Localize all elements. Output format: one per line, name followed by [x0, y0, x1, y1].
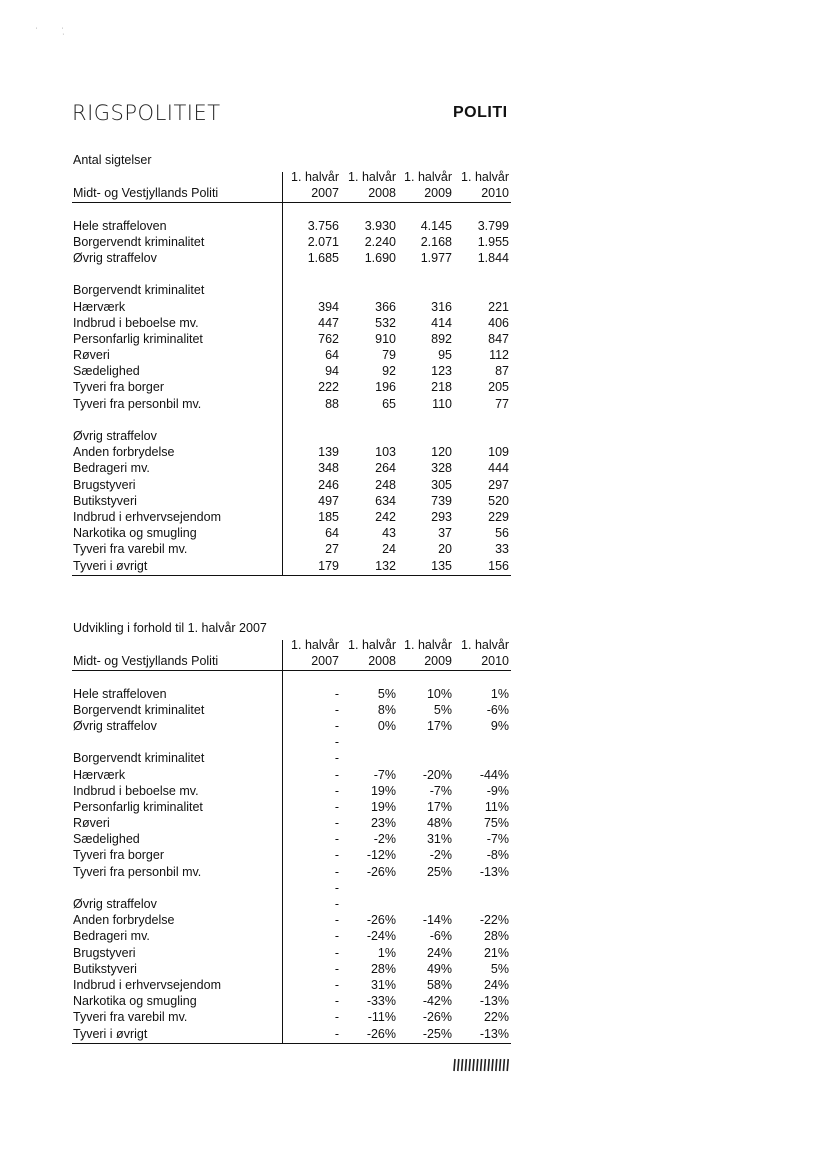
- table1-row-label: Personfarlig kriminalitet: [73, 331, 203, 346]
- table2-cell: -: [334, 767, 339, 782]
- table1-cell: 2.071: [307, 234, 339, 249]
- table1-cell: 56: [495, 526, 509, 541]
- table1-cell: 3.799: [477, 218, 509, 233]
- table1-row: [72, 460, 511, 476]
- table2-row: [72, 815, 511, 831]
- table2-row: [72, 912, 511, 928]
- table1-cell: 20: [438, 542, 452, 557]
- table2-col-header-top-1: 1. halvår: [348, 638, 396, 652]
- table2-cell: -: [334, 816, 339, 831]
- table2-cell: -: [334, 880, 339, 895]
- table2-row: [72, 686, 511, 702]
- table1-row: [72, 331, 511, 347]
- table1-cell: 94: [325, 364, 339, 379]
- table2-cell: -: [334, 961, 339, 976]
- table1-cell: 328: [431, 461, 452, 476]
- table2-row: [72, 767, 511, 783]
- table2-cell: -: [334, 751, 339, 766]
- table1-row-label: Tyveri fra personbil mv.: [73, 396, 202, 411]
- table2-cell: -: [334, 702, 339, 717]
- table2-row: [72, 961, 511, 977]
- table1-cell: 847: [488, 331, 509, 346]
- table1-col-header-year-1: 2008: [368, 186, 396, 201]
- table1-row: [72, 218, 511, 234]
- table1: [72, 169, 511, 574]
- table1-cell: 892: [431, 331, 452, 346]
- table1-cell: 120: [431, 445, 452, 460]
- table1-cell: 43: [382, 526, 396, 541]
- table1-row: [72, 428, 511, 444]
- table2-row: [72, 847, 511, 863]
- table1-row: [72, 234, 511, 250]
- table1-cell: 3.930: [364, 218, 396, 233]
- table2-cell: -42%: [422, 994, 452, 1009]
- table2-cell: 5%: [490, 961, 509, 976]
- table2-cell: 10%: [426, 686, 452, 701]
- table2-col-header-top-3: 1. halvår: [461, 638, 509, 652]
- table1-cell: 88: [325, 396, 339, 411]
- hatch-stroke: [469, 1059, 470, 1071]
- table1-cell: 297: [488, 477, 509, 492]
- table1-row: [72, 477, 511, 493]
- table2-cell: -2%: [429, 848, 452, 863]
- table1-row: [72, 266, 511, 282]
- table2-cell: -: [334, 945, 339, 960]
- table2-cell: -20%: [422, 767, 452, 782]
- table1-row-label: Tyveri i øvrigt: [73, 558, 148, 573]
- table2-cell: -33%: [366, 994, 396, 1009]
- table1-row: [72, 250, 511, 266]
- table1-cell: 447: [318, 315, 339, 330]
- table1-row: [72, 412, 511, 428]
- table2-row-label: Brugstyveri: [73, 945, 136, 960]
- table1-row-label: Borgervendt kriminalitet: [73, 234, 205, 249]
- table2-row: [72, 880, 511, 896]
- table1-cell: 205: [488, 380, 509, 395]
- table1-row: [72, 509, 511, 525]
- table2-cell: -: [334, 994, 339, 1009]
- table2-cell: 19%: [370, 799, 396, 814]
- table2-cell: -13%: [479, 864, 509, 879]
- table1-col-header-top-2: 1. halvår: [404, 170, 452, 184]
- table1-title: Antal sigtelser: [73, 153, 152, 167]
- table2-row-label: Sædelighed: [73, 832, 140, 847]
- table2-cell: -7%: [429, 783, 452, 798]
- table1-cell: 37: [438, 526, 452, 541]
- table2-cell: -2%: [373, 832, 396, 847]
- table2-cell: -26%: [422, 1010, 452, 1025]
- table2-bottom-line: [72, 1043, 511, 1044]
- table1-row-label: Øvrig straffelov: [73, 429, 157, 443]
- table1-cell: 221: [488, 299, 509, 314]
- table2-cell: 19%: [370, 783, 396, 798]
- table2-cell: -6%: [486, 702, 509, 717]
- table2-cell: -: [334, 718, 339, 733]
- table2-cell: -26%: [366, 1026, 396, 1041]
- table1-cell: 95: [438, 348, 452, 363]
- table2-cell: -: [334, 864, 339, 879]
- table1-cell: 33: [495, 542, 509, 557]
- table1-cell: 132: [375, 558, 396, 573]
- table1-cell: 305: [431, 477, 452, 492]
- table1-cell: 196: [375, 380, 396, 395]
- table1-row: [72, 315, 511, 331]
- table1-row: [72, 541, 511, 557]
- table1-cell: 87: [495, 364, 509, 379]
- table2-cell: 0%: [377, 718, 396, 733]
- table2-col-header-top-0: 1. halvår: [291, 638, 339, 652]
- table1-row-label: Indbrud i beboelse mv.: [73, 315, 199, 330]
- table2-cell: -26%: [366, 913, 396, 928]
- table1-cell: 218: [431, 380, 452, 395]
- table2-cell: 25%: [426, 864, 452, 879]
- hatch-stroke: [488, 1059, 489, 1071]
- table1-cell: 532: [375, 315, 396, 330]
- hatch-stroke: [484, 1059, 485, 1071]
- table2-cell: -: [334, 686, 339, 701]
- table2-cell: -7%: [486, 832, 509, 847]
- table2-cell: 5%: [377, 686, 396, 701]
- table2-cell: -: [334, 897, 339, 911]
- table1-row: [72, 525, 511, 541]
- table2-cell: -: [334, 1010, 339, 1025]
- table1-bottom-line: [72, 575, 511, 576]
- table2-row-label: Borgervendt kriminalitet: [73, 751, 205, 766]
- table2-cell: -: [334, 799, 339, 814]
- table2-cell: 1%: [377, 945, 396, 960]
- table2-cell: -22%: [479, 913, 509, 928]
- table1-row-label: Tyveri fra borger: [73, 380, 165, 395]
- table2-row: [72, 734, 511, 750]
- table1-cell: 1.690: [364, 250, 396, 265]
- table1-cell: 2.168: [420, 234, 452, 249]
- hatch-stroke: [500, 1059, 501, 1071]
- table1-cell: 520: [488, 493, 509, 508]
- table2-row-label: Tyveri fra varebil mv.: [73, 1010, 188, 1025]
- table2-cell: -: [334, 783, 339, 798]
- header-rigspolitiet: RIGSPOLITIET: [72, 101, 221, 125]
- table1-cell: 264: [375, 461, 396, 476]
- table1-cell: 110: [432, 396, 452, 411]
- table2-title: Udvikling i forhold til 1. halvår 2007: [73, 621, 267, 635]
- table2-cell: 8%: [377, 702, 396, 717]
- table1-row: [72, 558, 511, 574]
- header-politi-logo: POLITI: [453, 104, 508, 121]
- table1-row-label: Anden forbrydelse: [73, 445, 175, 460]
- table1-col-header-top-3: 1. halvår: [461, 170, 509, 184]
- table2-row-label: Hærværk: [73, 767, 126, 782]
- table1-row-label: Tyveri fra varebil mv.: [73, 542, 188, 557]
- table2-row: [72, 864, 511, 880]
- hatch-stroke: [465, 1059, 466, 1071]
- table1-row-label: Røveri: [73, 348, 110, 363]
- table2-row-label: Personfarlig kriminalitet: [73, 799, 203, 814]
- table2-cell: -11%: [367, 1010, 396, 1025]
- table1-cell: 79: [382, 348, 396, 363]
- table2-cell: -13%: [479, 1026, 509, 1041]
- table2-row: [72, 750, 511, 766]
- table2-cell: -: [334, 848, 339, 863]
- table1-row: [72, 379, 511, 395]
- table1-row-label: Sædelighed: [73, 364, 140, 379]
- hatch-stroke: [473, 1059, 474, 1071]
- table2-cell: -12%: [366, 848, 396, 863]
- table1-cell: 348: [318, 461, 339, 476]
- table1-district: Midt- og Vestjyllands Politi: [73, 186, 219, 201]
- table2-cell: 28%: [483, 929, 509, 944]
- table1-row: [72, 396, 511, 412]
- table1-row-label: Bedrageri mv.: [73, 461, 150, 476]
- table1-cell: 406: [488, 315, 509, 330]
- footer-hatch-mark: [452, 1058, 512, 1072]
- table2-row: [72, 1009, 511, 1025]
- table1-cell: 77: [495, 396, 509, 411]
- table1-spacer: [72, 201, 511, 217]
- table2-district: Midt- og Vestjyllands Politi: [73, 654, 219, 669]
- table2-row: [72, 945, 511, 961]
- table1-col-header-year-2: 2009: [424, 186, 452, 201]
- table1-header-row2: [72, 185, 511, 201]
- table2-row: [72, 977, 511, 993]
- table2-cell: -7%: [373, 767, 396, 782]
- table2-vertical-divider: [282, 640, 283, 1043]
- table1-row-label: Hele straffeloven: [73, 218, 167, 233]
- table2-cell: 17%: [426, 799, 452, 814]
- table2-cell: -: [334, 1026, 339, 1041]
- table1-col-header-top-1: 1. halvår: [348, 170, 396, 184]
- table1-cell: 24: [382, 542, 396, 557]
- table1-cell: 123: [431, 364, 452, 379]
- table2-cell: 58%: [426, 977, 452, 992]
- table1-cell: 3.756: [307, 218, 339, 233]
- table2-row-label: Narkotika og smugling: [73, 994, 197, 1009]
- table1-cell: 762: [318, 331, 339, 346]
- table1-cell: 1.955: [477, 234, 509, 249]
- table2-row-label: Øvrig straffelov: [73, 897, 157, 911]
- table2-cell: -9%: [486, 783, 509, 798]
- hatch-stroke: [507, 1059, 508, 1071]
- table2-cell: -26%: [366, 864, 396, 879]
- table2-cell: 1%: [490, 686, 509, 701]
- hatch-stroke: [496, 1059, 497, 1071]
- table2-header-row2: [72, 653, 511, 669]
- table1-vertical-divider: [282, 172, 283, 575]
- table1-cell: 64: [325, 526, 339, 541]
- table1-cell: 242: [375, 509, 396, 524]
- table1-row-label: Borgervendt kriminalitet: [73, 283, 205, 298]
- table2-row: [72, 783, 511, 799]
- table1-cell: 1.685: [307, 250, 339, 265]
- table1-cell: 910: [375, 331, 396, 346]
- table2-row: [72, 831, 511, 847]
- hatch-stroke: [492, 1059, 493, 1071]
- table2-cell: -8%: [486, 848, 509, 863]
- table2-cell: 28%: [370, 961, 396, 976]
- table2-cell: -13%: [479, 994, 509, 1009]
- table2-cell: -24%: [366, 929, 396, 944]
- table2-row-label: Borgervendt kriminalitet: [73, 702, 205, 717]
- table2-cell: -6%: [429, 929, 452, 944]
- table1-cell: 414: [431, 315, 452, 330]
- hatch-stroke: [481, 1059, 482, 1071]
- hatch-stroke: [458, 1059, 459, 1071]
- table2-row-label: Bedrageri mv.: [73, 929, 150, 944]
- table1-cell: 444: [488, 461, 509, 476]
- table1-col-header-year-3: 2010: [481, 186, 509, 201]
- table2-cell: 11%: [484, 799, 509, 814]
- table1-cell: 1.977: [420, 250, 452, 265]
- table2-cell: -: [334, 735, 339, 750]
- table1-col-header-top-0: 1. halvår: [291, 170, 339, 184]
- table1-cell: 248: [375, 477, 396, 492]
- table1-row: [72, 299, 511, 315]
- table2-row: [72, 1026, 511, 1042]
- table2-row: [72, 896, 511, 912]
- table2-row-label: Tyveri i øvrigt: [73, 1026, 148, 1041]
- table1-header-row1: [72, 169, 511, 185]
- table1-cell: 185: [318, 509, 339, 524]
- table1-row: [72, 282, 511, 298]
- table2-cell: -: [334, 977, 339, 992]
- table1-cell: 135: [431, 558, 452, 573]
- table2-row: [72, 993, 511, 1009]
- table2: [72, 637, 511, 1042]
- hatch-stroke: [503, 1059, 504, 1071]
- table2-cell: 31%: [426, 832, 452, 847]
- table1-cell: 293: [431, 509, 452, 524]
- table2-row-label: Butikstyveri: [73, 961, 137, 976]
- table2-row-label: Hele straffeloven: [73, 686, 167, 701]
- table2-cell: 24%: [483, 977, 509, 992]
- table2-cell: 17%: [426, 718, 452, 733]
- table2-row: [72, 702, 511, 718]
- table1-row: [72, 444, 511, 460]
- table1-row: [72, 363, 511, 379]
- table1-cell: 156: [488, 558, 509, 573]
- table2-cell: -44%: [479, 767, 509, 782]
- table2-col-header-year-3: 2010: [481, 654, 509, 669]
- table2-row-label: Tyveri fra personbil mv.: [73, 864, 202, 879]
- table1-cell: 139: [318, 445, 339, 460]
- scan-marks: ' ' ': [36, 28, 64, 40]
- table1-cell: 103: [375, 445, 396, 460]
- table1-row: [72, 493, 511, 509]
- table2-cell: 5%: [433, 702, 452, 717]
- table1-row-label: Indbrud i erhvervsejendom: [73, 509, 221, 524]
- hatch-stroke: [454, 1059, 455, 1071]
- table1-cell: 394: [318, 299, 339, 314]
- table1-row-label: Butikstyveri: [73, 493, 137, 508]
- table1-cell: 179: [318, 558, 339, 573]
- table2-cell: 49%: [426, 961, 452, 976]
- table1-cell: 366: [375, 299, 396, 314]
- table1-row-label: Øvrig straffelov: [73, 250, 157, 265]
- table2-row-label: Tyveri fra borger: [73, 848, 165, 863]
- table1-cell: 64: [325, 348, 339, 363]
- table2-row-label: Øvrig straffelov: [73, 718, 157, 733]
- table2-cell: 48%: [426, 816, 452, 831]
- table2-cell: -: [334, 929, 339, 944]
- table1-row-label: Hærværk: [73, 299, 126, 314]
- table2-cell: -14%: [422, 913, 452, 928]
- table2-row: [72, 718, 511, 734]
- table2-cell: 31%: [370, 977, 396, 992]
- hatch-stroke: [477, 1059, 478, 1071]
- table1-cell: 92: [382, 364, 396, 379]
- table1-cell: 246: [318, 477, 339, 492]
- table1-cell: 229: [488, 509, 509, 524]
- table2-col-header-top-2: 1. halvår: [404, 638, 452, 652]
- table2-cell: 21%: [483, 945, 509, 960]
- table2-cell: -25%: [422, 1026, 452, 1041]
- table1-col-header-year-0: 2007: [311, 186, 339, 201]
- table1-row-label: Brugstyveri: [73, 477, 136, 492]
- table1-cell: 316: [431, 299, 452, 314]
- table2-row-label: Anden forbrydelse: [73, 913, 175, 928]
- table2-cell: 24%: [426, 945, 452, 960]
- table2-cell: 23%: [370, 816, 396, 831]
- table2-cell: 22%: [483, 1010, 509, 1025]
- table2-col-header-year-0: 2007: [311, 654, 339, 669]
- table2-cell: 9%: [490, 718, 509, 733]
- table1-cell: 109: [488, 445, 509, 460]
- table1-cell: 2.240: [364, 234, 396, 249]
- table1-cell: 634: [375, 493, 396, 508]
- table1-cell: 112: [489, 348, 509, 363]
- table2-spacer: [72, 669, 511, 685]
- table1-cell: 4.145: [420, 218, 452, 233]
- table2-col-header-year-1: 2008: [368, 654, 396, 669]
- table2-cell: -: [334, 913, 339, 928]
- table2-row-label: Indbrud i beboelse mv.: [73, 783, 199, 798]
- table1-row: [72, 347, 511, 363]
- table2-row: [72, 799, 511, 815]
- table2-cell: -: [334, 832, 339, 847]
- table1-row-label: Narkotika og smugling: [73, 526, 197, 541]
- table1-cell: 739: [431, 493, 452, 508]
- table1-cell: 1.844: [477, 250, 509, 265]
- table1-cell: 27: [325, 542, 339, 557]
- table2-row-label: Indbrud i erhvervsejendom: [73, 977, 221, 992]
- table1-cell: 65: [382, 396, 396, 411]
- table2-cell: 75%: [483, 816, 509, 831]
- table2-header-row1: [72, 637, 511, 653]
- table2-row: [72, 928, 511, 944]
- table2-col-header-year-2: 2009: [424, 654, 452, 669]
- hatch-stroke: [462, 1059, 463, 1071]
- table1-cell: 497: [318, 493, 339, 508]
- table2-row-label: Røveri: [73, 816, 110, 831]
- table1-cell: 222: [318, 380, 339, 395]
